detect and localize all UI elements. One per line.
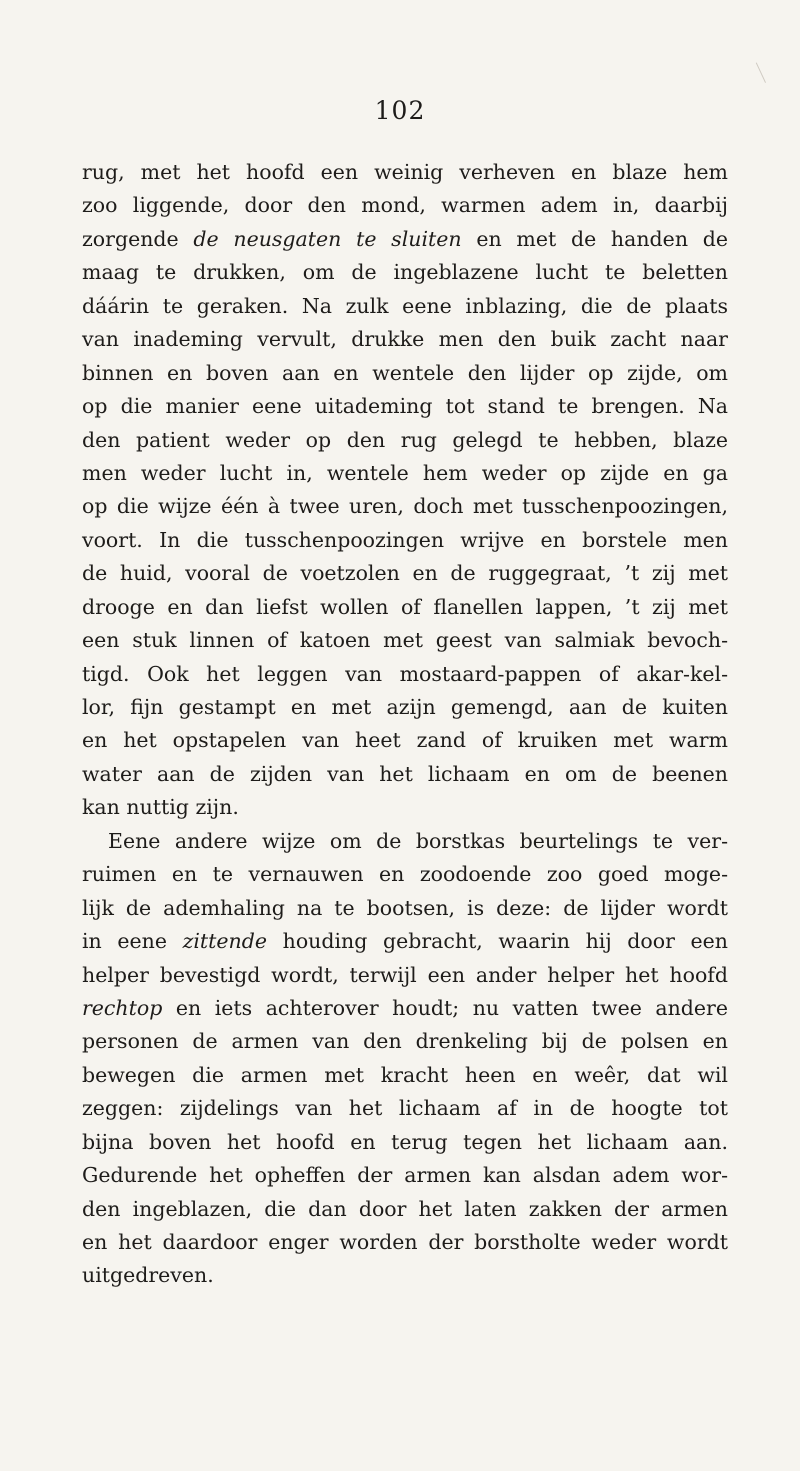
text-line: rechtop en iets achterover houdt; nu vatten twee andere — [82, 995, 728, 1020]
text-line: Eene andere wijze om de borstkas beurtelings te ver- — [108, 828, 728, 853]
text-line: zorgende de neusgaten te sluiten en met de handen de — [82, 226, 729, 251]
text-line: water aan de zijden van het lichaam en om de beenen — [82, 761, 728, 786]
text-line: lijk de ademhaling na te bootsen, is deze: de lijder wordt — [82, 895, 728, 920]
text-line: de huid, vooral de voetzolen en de ruggegraat, ’t zij met — [82, 561, 728, 586]
text-line: voort. In die tusschenpoozingen wrijve en borstele men — [82, 527, 728, 552]
text-line: op die manier eene uitademing tot stand te brengen. Na — [82, 394, 728, 419]
text-line: dáárin te geraken. Na zulk eene inblazing, die de plaats — [82, 293, 728, 318]
text-line: personen de armen van den drenkeling bij de polsen en — [82, 1029, 728, 1054]
text-line: uitgedreven. — [82, 1263, 214, 1288]
text-line: maag te drukken, om de ingeblazene lucht te beletten — [82, 260, 728, 285]
text-line: kan nuttig zijn. — [82, 795, 239, 820]
text-line: lor, fijn gestampt en met azijn gemengd, aan de kuiten — [82, 695, 728, 719]
text-line: helper bevestigd wordt, terwijl een ander helper het hoofd — [82, 962, 728, 987]
page-number: 102 — [374, 96, 426, 125]
text-line: op die wijze één à twee uren, doch met tusschenpoozingen, — [82, 494, 728, 519]
text-line: den ingeblazen, die dan door het laten zakken der armen — [82, 1196, 728, 1221]
text-line: zoo liggende, door den mond, warmen adem in, daarbij — [82, 193, 728, 218]
text-line: bijna boven het hoofd en terug tegen het lichaam aan. — [82, 1129, 728, 1154]
text-line: Gedurende het opheffen der armen kan alsdan adem wor- — [82, 1163, 728, 1188]
text-line: zeggen: zijdelings van het lichaam af in de hoogte tot — [82, 1096, 728, 1121]
body-text — [82, 156, 728, 1293]
text-line: ruimen en te vernauwen en zoodoende zoo goed moge- — [82, 862, 728, 887]
italic-phrase: de neusgaten te sluiten — [193, 226, 462, 251]
italic-phrase: rechtop — [82, 995, 163, 1020]
text-line: een stuk linnen of katoen met geest van salmiak bevoch- — [82, 628, 728, 653]
text-line: binnen en boven aan en wentele den lijder op zijde, om — [82, 360, 728, 385]
text-line: en het daardoor enger worden der borstholte weder wordt — [82, 1230, 728, 1254]
text-line: drooge en dan liefst wollen of flanellen lappen, ’t zij met — [82, 594, 728, 619]
text-line: men weder lucht in, wentele hem weder op zijde en ga — [82, 460, 728, 485]
italic-phrase: zittende — [182, 929, 268, 954]
text-line: den patient weder op den rug gelegd te hebben, blaze — [82, 427, 728, 452]
text-line: van inademing vervult, drukke men den buik zacht naar — [82, 327, 728, 352]
text-line: rug, met het hoofd een weinig verheven en blaze hem — [82, 160, 728, 184]
text-line: en het opstapelen van heet zand of kruiken met warm — [82, 728, 728, 753]
text-line: in eene zittende houding gebracht, waarin hij door een — [82, 929, 728, 954]
text-line: bewegen die armen met kracht heen en weêr, dat wil — [82, 1062, 728, 1087]
text-line: tigd. Ook het leggen van mostaard-pappen of akar-kel- — [82, 661, 728, 686]
paper-fold-mark — [756, 59, 773, 83]
